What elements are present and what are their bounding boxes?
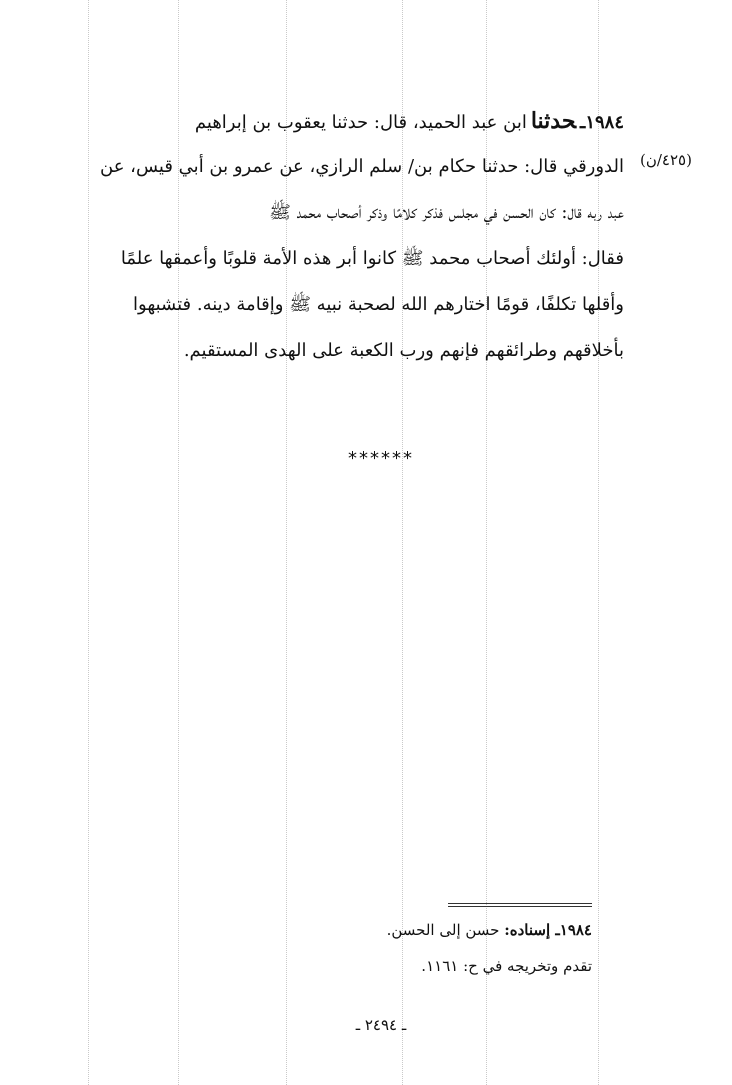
text-line-content: ابن عبد الحميد، قال: حدثنا يعقوب بن إبراهيم (194, 112, 527, 133)
footnotes (300, 912, 592, 984)
text-line: الدورقي قال: حدثنا حكام بن/ سلم الرازي، عن عمرو بن أبي قيس، عن (100, 156, 624, 177)
page-number: ـ ٢٤٩٤ ـ (355, 1016, 407, 1034)
hadith-keyword: حدثنا (530, 108, 577, 134)
text-line: وأقلها تكلفًا، قومًا اختارهم الله لصحبة نبيه ﷺ وإقامة دينه. فتشبهوا (133, 294, 624, 315)
footnote-line (300, 948, 592, 984)
text-line: فقال: أولئك أصحاب محمد ﷺ كانوا أبر هذه الأمة قلوبًا وأعمقها علمًا (120, 248, 624, 269)
text-line: بأخلاقهم وطرائقهم فإنهم ورب الكعبة على الهدى المستقيم. (183, 340, 624, 361)
hadith-text (58, 98, 624, 374)
text-line: عبد ربه قال: كان الحسن في مجلس فذكر كلامًا وذكر أصحاب محمد ﷺ (269, 202, 624, 223)
text-line (58, 98, 624, 144)
footnote-text: حسن إلى الحسن. (386, 921, 500, 939)
section-separator: ****** (348, 448, 414, 469)
footnote-line (300, 912, 592, 948)
footnote-label: ١٩٨٤ـ إسناده: (504, 921, 592, 939)
hadith-number: ١٩٨٤ـ (580, 112, 624, 133)
footnote-rule (448, 903, 592, 907)
margin-reference: (٤٢٥/ن) (640, 151, 692, 169)
footnote-text: تقدم وتخريجه في ح: ١١٦١. (421, 957, 592, 975)
